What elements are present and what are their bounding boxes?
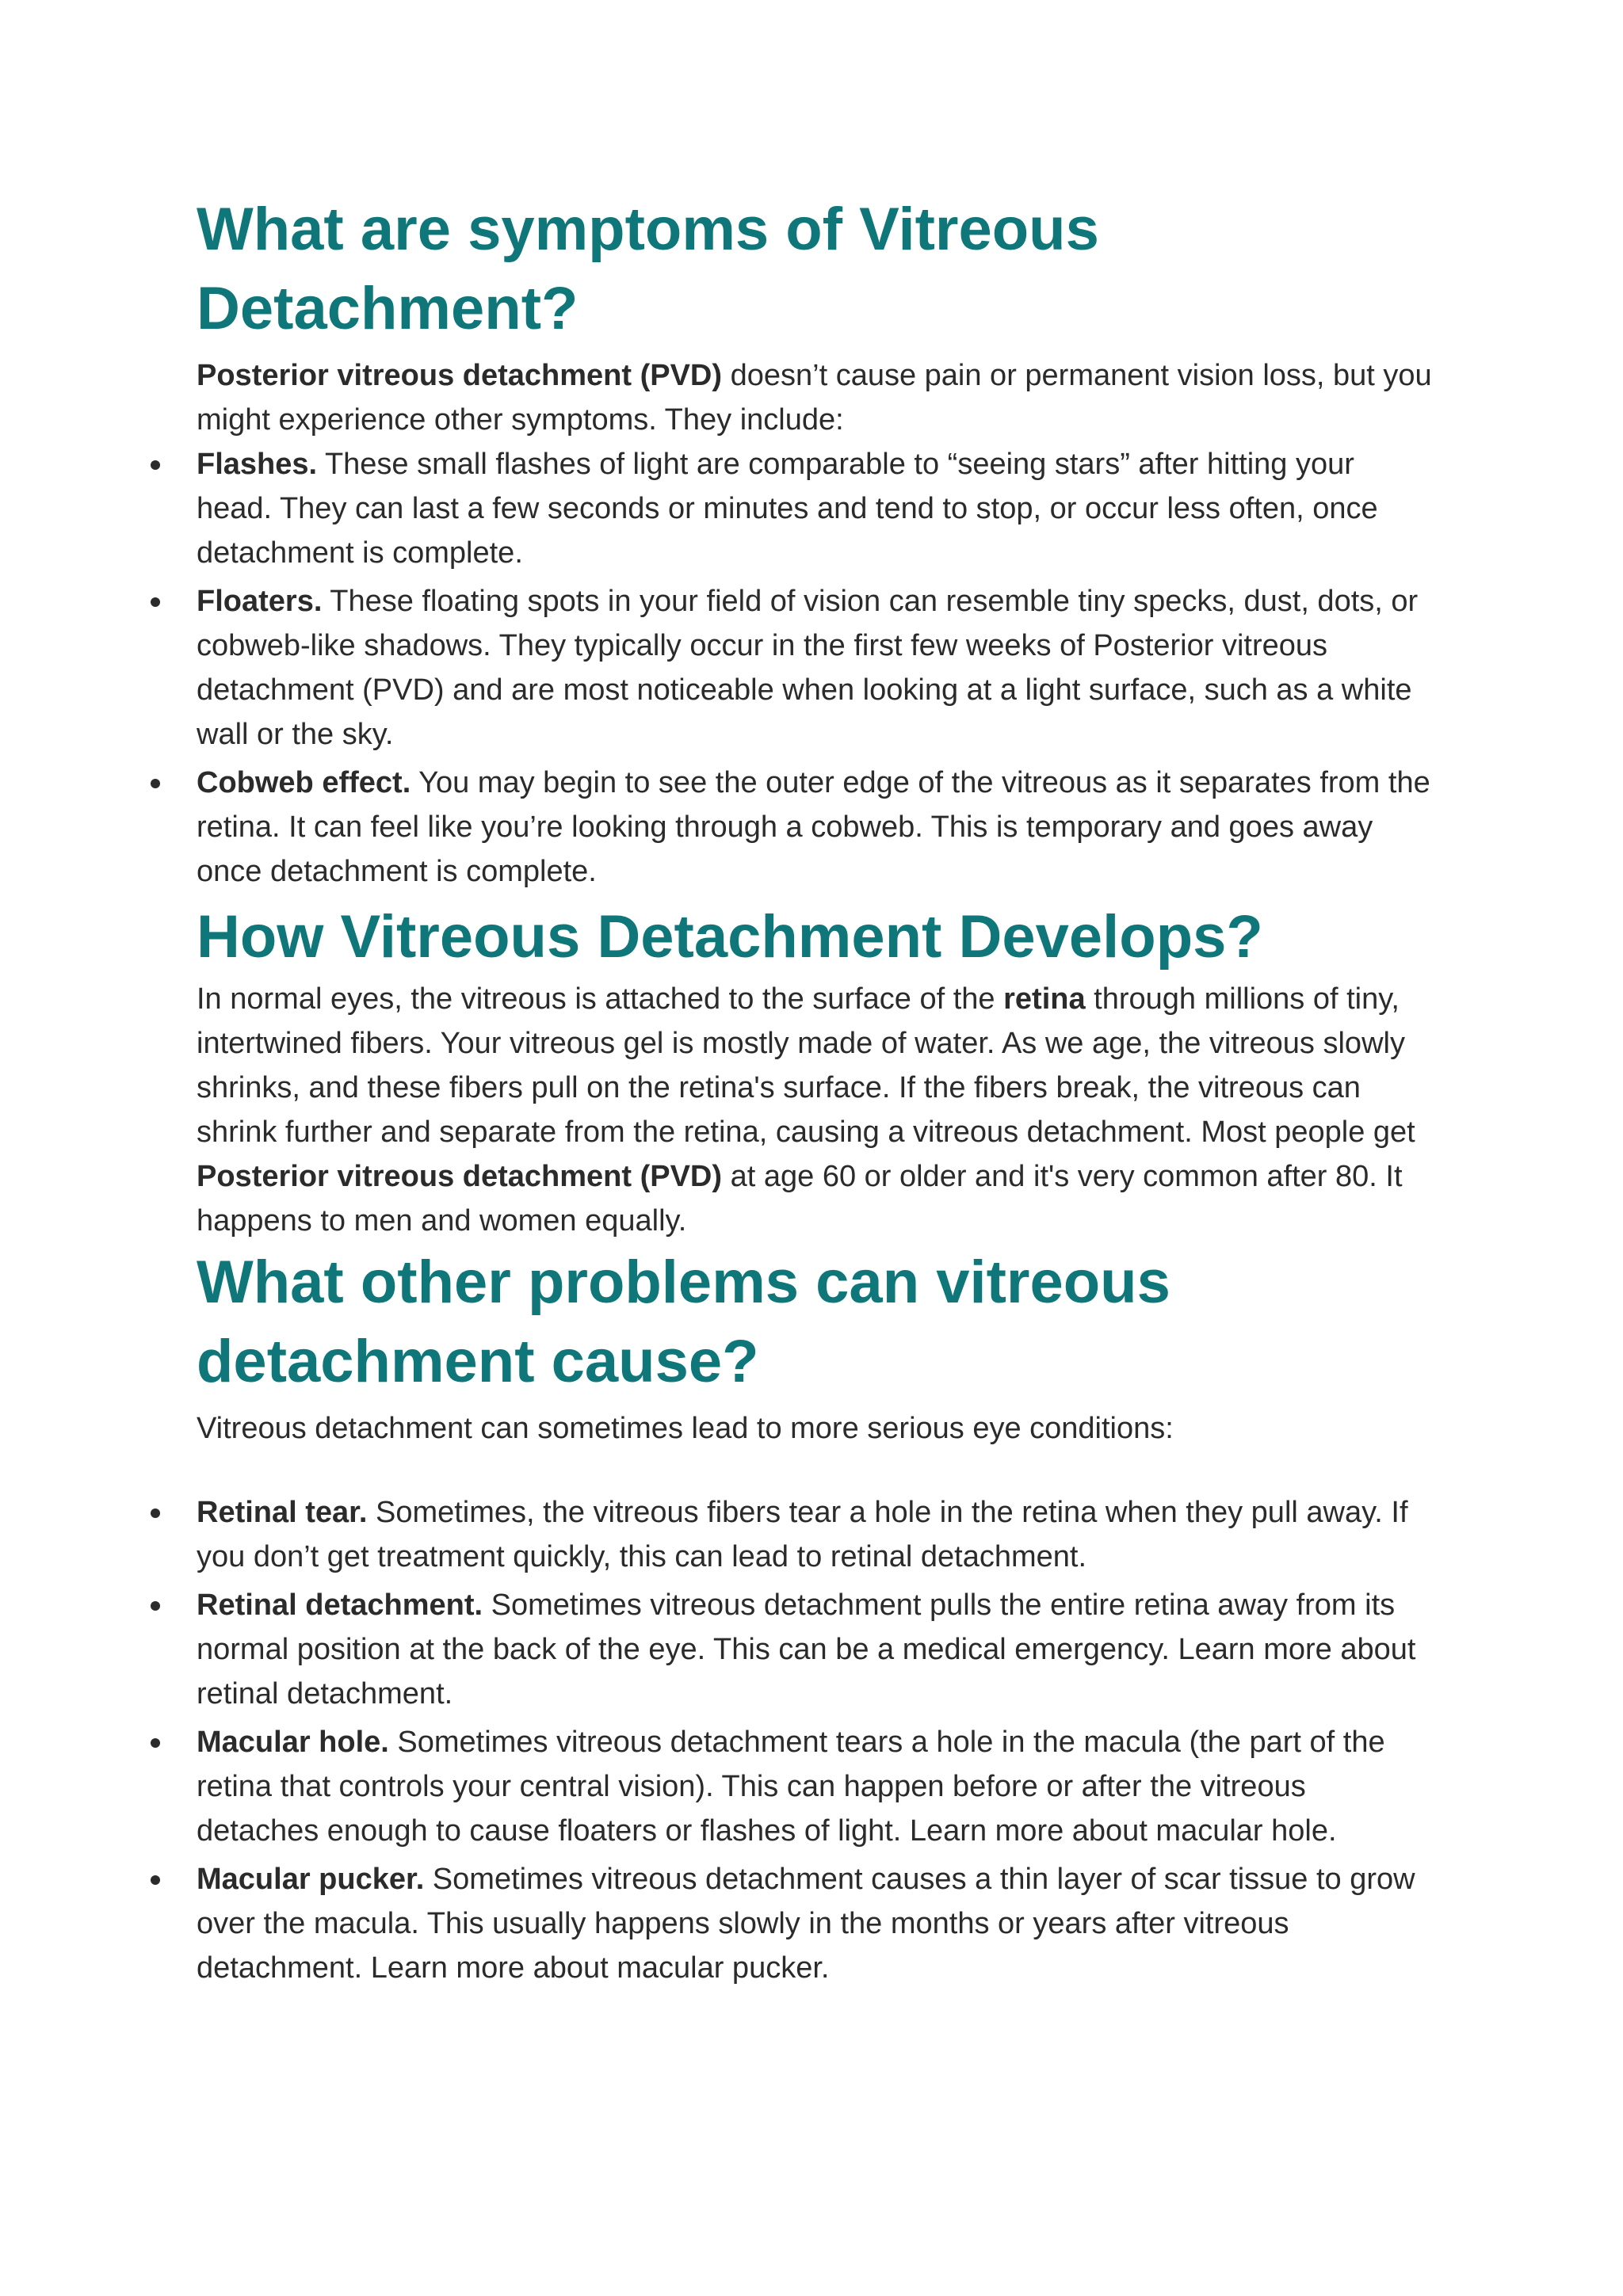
list-item-text: Sometimes, the vitreous fibers tear a hole in the retina when they pull away. If you don’t get treatment quickly, this can lead to retinal detachment. [197,1496,1408,1573]
heading-symptoms-line1: What are symptoms of Vitreous [197,196,1099,263]
symptoms-list [197,442,1433,894]
heading-symptoms-line2: Detachment? [197,275,579,342]
symptoms-intro-rest: doesn’t cause pain or permanent vision loss, but you might experience other symptoms. They include: [197,359,1432,437]
list-item [197,1720,1433,1853]
bullet-icon [151,597,160,607]
bullet-icon [151,1601,160,1611]
list-item-term: Retinal tear. [197,1496,368,1529]
develops-text-3: at age 60 or older and it's very common after 80. It happens to men and women equally. [197,1160,1403,1238]
list-item-term: Macular pucker. [197,1863,425,1896]
develops-paragraph [197,977,1433,1243]
bullet-icon [151,1738,160,1748]
heading-symptoms [197,190,1433,349]
symptoms-intro [197,353,1433,442]
list-item-text: These floating spots in your field of vision can resemble tiny specks, dust, dots, or cobweb-like shadows. They typically occur in the first few weeks of Posterior vitreous detachment (PVD) and are most noticeable when looking at a light surface, such as a white wall or the sky. [197,585,1419,751]
develops-bold-pvd: Posterior vitreous detachment (PVD) [197,1160,723,1193]
other-problems-list [197,1490,1433,1990]
list-item-text: Sometimes vitreous detachment tears a hole in the macula (the part of the retina that controls your central vision). This can happen before or after the vitreous detaches enough to cause floaters or flashes of light. Learn more about macular hole. [197,1726,1385,1848]
bullet-icon [151,1875,160,1885]
bullet-icon [151,779,160,788]
list-item-term: Cobweb effect. [197,766,411,799]
develops-text-2: through millions of tiny, intertwined fibers. Your vitreous gel is mostly made of water. As we age, the vitreous slowly shrinks, and these fibers pull on the retina's surface. If the fibers break, the vitreous can shrink further and separate from the retina, causing a vitreous detachment. Most people get [197,982,1415,1149]
document-content [197,190,1433,1994]
other-problems-intro: Vitreous detachment can sometimes lead to more serious eye conditions: [197,1412,1174,1445]
list-item [197,1490,1433,1579]
list-item [197,1857,1433,1990]
list-item [197,761,1433,894]
list-item-term: Flashes. [197,448,318,481]
list-item-term: Macular hole. [197,1726,389,1759]
heading-other-problems-line1: What other problems can vitreous [197,1249,1170,1316]
list-item [197,442,1433,575]
list-item-text: You may begin to see the outer edge of the vitreous as it separates from the retina. It can feel like you’re looking through a cobweb. This is temporary and goes away once detachment is complete. [197,766,1430,888]
list-item-text: Sometimes vitreous detachment causes a thin layer of scar tissue to grow over the macula. This usually happens slowly in the months or years after vitreous detachment. Learn more about macular pucker. [197,1863,1415,1985]
develops-bold-retina: retina [1003,982,1086,1016]
list-item-term: Retinal detachment. [197,1589,483,1622]
bullet-icon [151,460,160,470]
list-item-term: Floaters. [197,585,323,618]
develops-text-1: In normal eyes, the vitreous is attached to the surface of the [197,982,1004,1016]
heading-other-problems [197,1243,1433,1402]
symptoms-intro-bold: Posterior vitreous detachment (PVD) [197,359,723,392]
heading-other-problems-line2: detachment cause? [197,1328,759,1395]
bullet-icon [151,1508,160,1518]
list-item [197,1583,1433,1716]
list-item-text: These small flashes of light are comparable to “seeing stars” after hitting your head. They can last a few seconds or minutes and tend to stop, or occur less often, once detachment is complete. [197,448,1378,570]
list-item [197,579,1433,757]
list-item-text: Sometimes vitreous detachment pulls the entire retina away from its normal position at the back of the eye. This can be a medical emergency. Learn more about retinal detachment. [197,1589,1416,1711]
heading-develops: How Vitreous Detachment Develops? [197,903,1263,971]
